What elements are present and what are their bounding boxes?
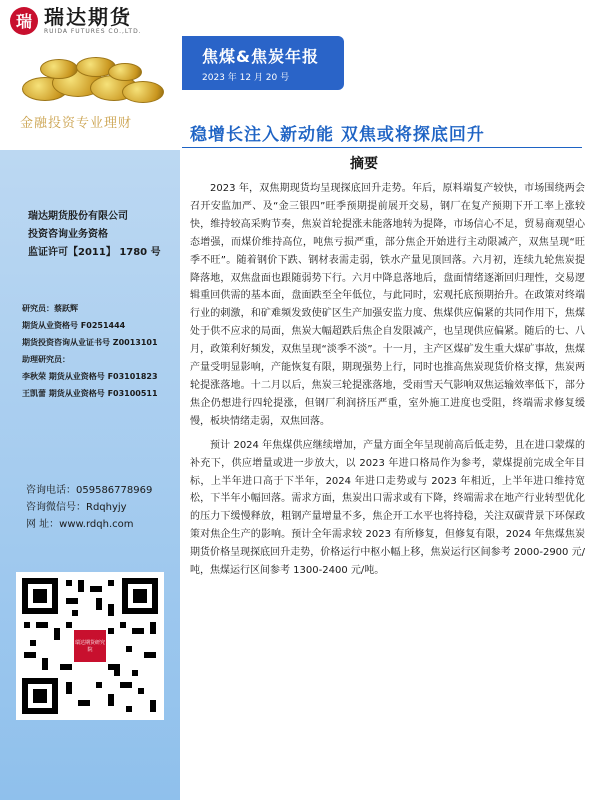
lead-cert-2: 期货投资咨询从业证书号 Z0013101 [22, 338, 158, 347]
assistant-1: 李秋荣 期货从业资格号 F03101823 [22, 372, 158, 381]
abstract-title: 摘要 [350, 156, 378, 172]
report-headline: 稳增长注入新动能 双焦或将探底回升 [190, 125, 485, 145]
abstract-paragraph-1: 2023 年，双焦期现货均呈现探底回升走势。年后，原料端复产较快，市场围绕两会召开安监加严、及“金三银四”旺季预期提前展开交易，钢厂在复产预期下开工率上涨较快，维持较高采购节奏，焦炭首轮提涨未能落地转为提降，市场信心不足，贸易商观望心态增强，而煤价维持高位，吨焦亏损严重，部分焦企开始进行主动限减产，双焦呈现“旺季不旺”。随着钢价下跌、钢材表需走弱，铁水产量见顶回落。六月初，连续九轮焦炭提降落地，双焦盘面也跟随弱势下行。六月中降息落地后，盘面情绪逐渐回归理性，交易逻辑重回供需的基本面，盘面跌至全年低位，与此同时，宏观托底预期抬升。在政策对终端行业的刺激，和矿难频发致使矿区生产加强安监力度、焦煤供应偏紧的共同作用下，焦煤处于供不应求的局面，焦炭大幅超跌后焦企自发限减产，也呈现供应偏紧。随后的七、八月，政策利好频发，双焦呈现“淡季不淡”。十一月，主产区煤矿发生重大煤矿事故，焦煤产量受明显影响，产能恢复有限，期现强势上行，同时也推高焦炭现货价格支撑，焦炭两轮提涨落地。十二月以后，焦炭三轮提涨落地，受雨雪天气影响双焦运输效率低下，部分焦企仍想进行四轮提涨，但钢厂利润挤压严重，室外施工进度也受阻，终端需求修复缓慢，板块情绪走弱，双焦回落。 [190, 183, 585, 427]
report-header [182, 36, 344, 90]
tagline: 金融投资专业理财 [20, 116, 133, 131]
company-info [28, 208, 161, 262]
company-name: 瑞达期货股份有限公司 [28, 211, 128, 222]
abstract-body [190, 180, 585, 580]
qr-code-icon [16, 572, 164, 720]
contact-wechat: 咨询微信号：Rdqhyjy [26, 502, 127, 513]
lead-cert-1: 期货从业资格号 F0251444 [22, 321, 126, 330]
brand-logo [10, 6, 142, 35]
contact-website: 网 址：www.rdqh.com [26, 519, 134, 530]
headline-divider [182, 147, 582, 148]
company-license: 监证许可【2011】 1780 号 [28, 247, 161, 258]
logo-mark-icon: 瑞 [10, 7, 38, 35]
brand-name-en: RUIDA FUTURES CO.,LTD. [44, 28, 142, 35]
lead-researcher-name: 蔡跃辉 [54, 304, 78, 313]
report-date: 2023 年 12 月 20 号 [202, 73, 290, 83]
researchers [22, 300, 158, 402]
gold-coins-icon [12, 55, 172, 105]
company-qualification: 投资咨询业务资格 [28, 229, 108, 240]
brand-name: 瑞达期货 [44, 5, 132, 29]
sidebar [0, 0, 180, 800]
assistant-2: 王凯蕾 期货从业资格号 F03100511 [22, 389, 158, 398]
qr-center-label: 瑞达期货研究院 [74, 630, 106, 662]
lead-researcher-label: 研究员： [22, 304, 54, 313]
contact-phone: 咨询电话：059586778969 [26, 485, 153, 496]
report-type: 焦煤&焦炭年报 [202, 47, 319, 66]
contact-info [26, 482, 152, 533]
abstract-paragraph-2: 预计 2024 年焦煤供应继续增加，产量方面全年呈现前高后低走势，且在进口蒙煤的补充下，供应增量或进一步放大，以 2023 年进口格局作为参考，蒙煤提前完成全年目标，上半年进口高于下半年，2024 年进口走势或与 2023 年相近，上半年进口维持宽松，下半年小幅回落。需求方面，焦炭出口需求或有下降，终端需求在地产行业转型优化的压力下缓慢释放，粗钢产量增量不多，焦企开工水平也将持稳，关注双碳背景下环保政策对焦企生产的影响。预计全年需求较 2023 有所修复，但修复有限，2024 年焦煤焦炭期货价格呈现探底回升走势，价格运行中枢小幅上移，焦炭运行区间参考 2000-2900 元/吨，焦煤运行区间参考 1300-2400 元/吨。 [190, 439, 585, 577]
assistant-label: 助理研究员： [22, 355, 70, 364]
